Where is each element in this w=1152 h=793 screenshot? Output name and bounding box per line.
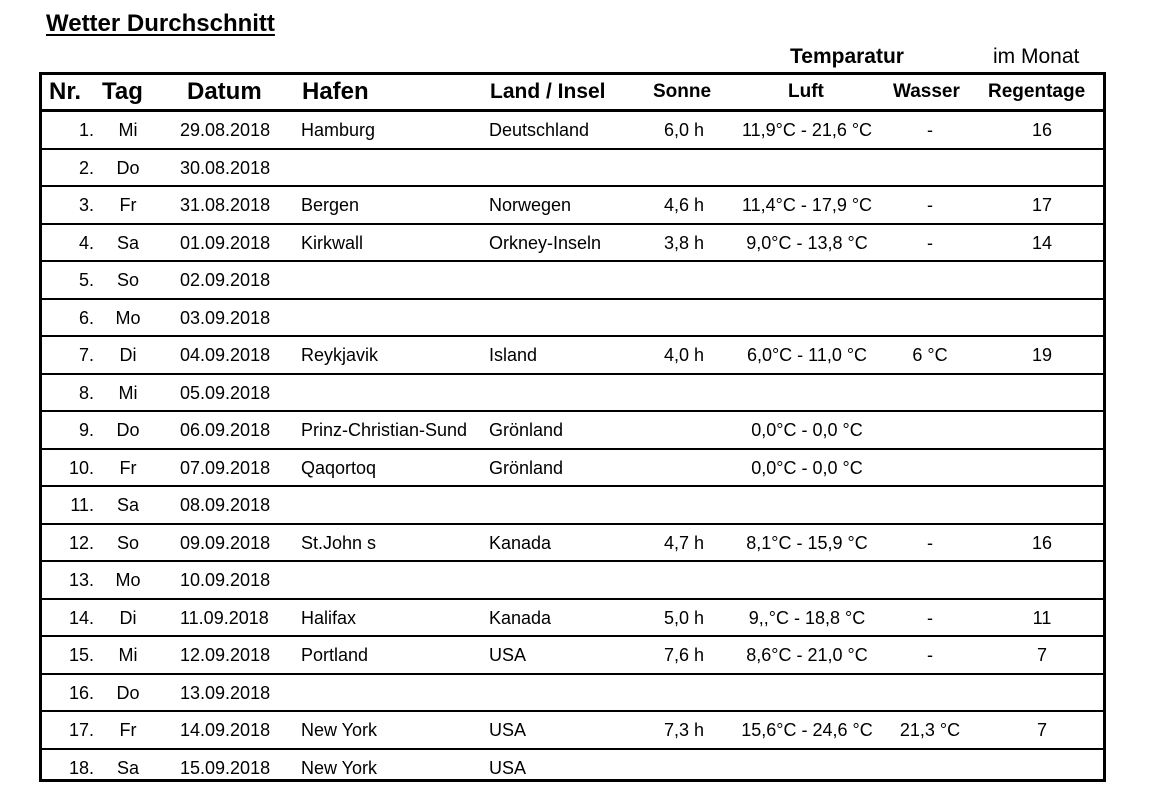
row-air-temp [732, 487, 882, 523]
row-water-temp [890, 300, 970, 336]
row-air-temp [732, 750, 882, 788]
row-date: 11.09.2018 [180, 607, 269, 628]
row-number: 6. [78, 307, 94, 328]
row-number: 7. [78, 345, 94, 365]
row-country: Kanada [489, 532, 552, 553]
row-weekday: Sa [116, 495, 140, 515]
row-rain-days [992, 450, 1092, 486]
column-header-sonne: Sonne [653, 81, 712, 102]
row-weekday: Di [119, 607, 137, 628]
row-water-temp [890, 412, 970, 448]
table-row [42, 337, 1103, 375]
table-row [42, 262, 1103, 300]
table-header-row [42, 75, 1103, 112]
row-sunshine [654, 487, 714, 523]
row-rain-days: 14 [1031, 232, 1053, 253]
row-number: 3. [78, 195, 94, 215]
row-number: 8. [78, 382, 94, 403]
row-port: Portland [301, 645, 369, 665]
page-title: Wetter Durchschnitt [46, 10, 275, 37]
row-air-temp [732, 150, 882, 186]
row-rain-days: 16 [1031, 120, 1053, 140]
column-header-nr: Nr. [49, 78, 82, 105]
row-weekday: Sa [116, 232, 140, 253]
row-country [489, 562, 649, 598]
row-country: Grönland [489, 457, 564, 478]
row-date: 13.09.2018 [180, 682, 271, 703]
row-rain-days [992, 412, 1092, 448]
row-sunshine [654, 375, 714, 411]
row-sunshine [654, 675, 714, 711]
row-number: 5. [78, 270, 94, 290]
row-water-temp [890, 750, 970, 788]
row-country: Deutschland [489, 120, 590, 140]
row-port: New York [301, 720, 378, 740]
row-weekday: Sa [116, 757, 140, 778]
row-number: 4. [78, 232, 94, 253]
row-country: USA [489, 757, 527, 778]
row-port [301, 562, 491, 598]
row-number: 16. [68, 682, 94, 703]
row-port: Qaqortoq [301, 457, 377, 478]
row-date: 30.08.2018 [180, 157, 271, 178]
row-country [489, 675, 649, 711]
row-port [301, 300, 491, 336]
row-water-temp: - [927, 645, 933, 665]
row-weekday: So [116, 532, 140, 553]
row-sunshine [654, 262, 714, 298]
table-row [42, 225, 1103, 263]
row-port: Hamburg [301, 120, 376, 140]
row-number: 10. [68, 457, 94, 478]
row-rain-days: 16 [1031, 532, 1053, 553]
row-sunshine: 4,0 h [663, 345, 705, 365]
row-rain-days: 7 [1036, 645, 1047, 665]
column-header-land: Land / Insel [490, 80, 606, 103]
row-air-temp: 8,1°C - 15,9 °C [746, 532, 868, 553]
row-rain-days [992, 300, 1092, 336]
row-country: USA [489, 645, 527, 665]
column-header-luft: Luft [788, 81, 824, 102]
row-sunshine: 7,6 h [663, 645, 705, 665]
row-rain-days [992, 487, 1092, 523]
column-header-hafen: Hafen [302, 78, 369, 105]
row-weekday: Di [119, 345, 137, 365]
weather-table [39, 72, 1106, 782]
row-sunshine: 4,6 h [663, 195, 705, 215]
row-country [489, 487, 649, 523]
row-date: 08.09.2018 [180, 495, 271, 515]
row-air-temp: 15,6°C - 24,6 °C [741, 720, 873, 740]
row-water-temp: - [927, 232, 933, 253]
row-number: 12. [68, 532, 94, 553]
table-row [42, 525, 1103, 563]
row-water-temp [890, 450, 970, 486]
table-row [42, 712, 1103, 750]
row-number: 9. [78, 420, 94, 440]
table-row [42, 637, 1103, 675]
row-air-temp [732, 675, 882, 711]
row-sunshine [654, 150, 714, 186]
row-rain-days [992, 562, 1092, 598]
table-row [42, 450, 1103, 488]
row-date: 02.09.2018 [180, 270, 271, 290]
row-date: 06.09.2018 [180, 420, 271, 440]
row-weekday: Fr [119, 195, 137, 215]
row-air-temp: 0,0°C - 0,0 °C [751, 420, 863, 440]
row-country: Grönland [489, 420, 564, 440]
row-port [301, 487, 491, 523]
row-rain-days [992, 262, 1092, 298]
row-water-temp: - [927, 120, 933, 140]
row-sunshine: 5,0 h [663, 607, 705, 628]
row-water-temp [890, 262, 970, 298]
row-weekday: Do [116, 682, 140, 703]
row-port: New York [301, 757, 378, 778]
row-water-temp: - [927, 195, 933, 215]
table-row [42, 750, 1103, 788]
row-weekday: Mo [115, 307, 141, 328]
row-date: 05.09.2018 [180, 382, 271, 403]
row-weekday: Fr [119, 720, 137, 740]
row-port: St.John s [301, 532, 377, 553]
row-port: Bergen [301, 195, 360, 215]
row-country [489, 300, 649, 336]
row-country: USA [489, 720, 527, 740]
temperature-group-header: Temparatur [790, 45, 904, 68]
row-water-temp [890, 375, 970, 411]
row-port: Kirkwall [301, 232, 364, 253]
row-sunshine: 3,8 h [663, 232, 705, 253]
row-water-temp: - [927, 607, 933, 628]
row-date: 09.09.2018 [180, 532, 271, 553]
column-header-tag: Tag [102, 78, 143, 105]
row-rain-days [992, 375, 1092, 411]
table-row [42, 150, 1103, 188]
row-date: 03.09.2018 [180, 307, 271, 328]
row-water-temp: 21,3 °C [899, 720, 961, 740]
row-sunshine [654, 450, 714, 486]
row-water-temp: 6 °C [912, 345, 948, 365]
row-country [489, 375, 649, 411]
row-date: 14.09.2018 [180, 720, 271, 740]
row-date: 31.08.2018 [180, 195, 271, 215]
row-port: Prinz-Christian-Sund [301, 420, 468, 440]
row-number: 15. [68, 645, 94, 665]
row-country: Norwegen [489, 195, 572, 215]
per-month-group-header: im Monat [993, 45, 1080, 68]
row-weekday: Mi [118, 645, 138, 665]
row-rain-days [992, 675, 1092, 711]
table-row [42, 412, 1103, 450]
row-water-temp [890, 487, 970, 523]
column-header-wasser: Wasser [893, 81, 960, 102]
column-header-regentage: Regentage [988, 81, 1086, 102]
row-date: 07.09.2018 [180, 457, 271, 478]
row-country: Kanada [489, 607, 552, 628]
row-country: Island [489, 345, 538, 365]
table-row [42, 562, 1103, 600]
row-number: 13. [68, 570, 94, 590]
row-weekday: Mo [115, 570, 141, 590]
table-row [42, 112, 1103, 150]
row-number: 1. [78, 120, 94, 140]
row-country [489, 262, 649, 298]
row-date: 04.09.2018 [180, 345, 271, 365]
row-air-temp [732, 375, 882, 411]
row-country [489, 150, 649, 186]
row-sunshine [654, 562, 714, 598]
row-air-temp: 11,4°C - 17,9 °C [741, 195, 873, 215]
table-row [42, 675, 1103, 713]
row-rain-days [992, 150, 1092, 186]
row-air-temp: 11,9°C - 21,6 °C [741, 120, 873, 140]
row-air-temp [732, 562, 882, 598]
row-number: 2. [78, 157, 94, 178]
row-port [301, 675, 491, 711]
row-country: Orkney-Inseln [489, 232, 602, 253]
row-weekday: Mi [118, 382, 138, 403]
row-port: Reykjavik [301, 345, 379, 365]
row-sunshine [654, 300, 714, 336]
row-air-temp: 9,,°C - 18,8 °C [748, 607, 866, 628]
row-air-temp [732, 300, 882, 336]
table-body [42, 112, 1103, 787]
row-number: 17. [68, 720, 94, 740]
row-rain-days: 17 [1031, 195, 1053, 215]
row-rain-days: 11 [1032, 607, 1052, 628]
table-row [42, 300, 1103, 338]
table-row [42, 487, 1103, 525]
row-date: 10.09.2018 [180, 570, 271, 590]
row-weekday: Do [116, 157, 140, 178]
row-water-temp [890, 675, 970, 711]
row-water-temp [890, 562, 970, 598]
row-air-temp: 9,0°C - 13,8 °C [746, 232, 868, 253]
row-weekday: Mi [118, 120, 138, 140]
row-sunshine: 4,7 h [663, 532, 705, 553]
row-port [301, 375, 491, 411]
row-port [301, 262, 491, 298]
row-weekday: Do [116, 420, 140, 440]
row-sunshine [654, 750, 714, 788]
row-date: 29.08.2018 [180, 120, 271, 140]
row-weekday: Fr [119, 457, 137, 478]
table-row [42, 600, 1103, 638]
row-rain-days: 7 [1036, 720, 1047, 740]
column-header-datum: Datum [187, 78, 262, 105]
row-rain-days: 19 [1031, 345, 1053, 365]
table-row [42, 375, 1103, 413]
table-row [42, 187, 1103, 225]
row-date: 12.09.2018 [180, 645, 271, 665]
row-date: 01.09.2018 [180, 232, 271, 253]
row-water-temp: - [927, 532, 933, 553]
row-air-temp: 8,6°C - 21,0 °C [746, 645, 868, 665]
row-air-temp: 0,0°C - 0,0 °C [751, 457, 863, 478]
row-water-temp [890, 150, 970, 186]
row-sunshine: 7,3 h [663, 720, 705, 740]
row-number: 18. [68, 757, 94, 778]
row-air-temp: 6,0°C - 11,0 °C [746, 345, 868, 365]
row-weekday: So [116, 270, 140, 290]
row-number: 14. [68, 607, 94, 628]
row-air-temp [732, 262, 882, 298]
row-date: 15.09.2018 [180, 757, 271, 778]
row-number: 11. [70, 495, 94, 515]
row-port [301, 150, 491, 186]
row-sunshine [654, 412, 714, 448]
row-port: Halifax [301, 607, 357, 628]
row-rain-days [992, 750, 1092, 788]
row-sunshine: 6,0 h [663, 120, 705, 140]
